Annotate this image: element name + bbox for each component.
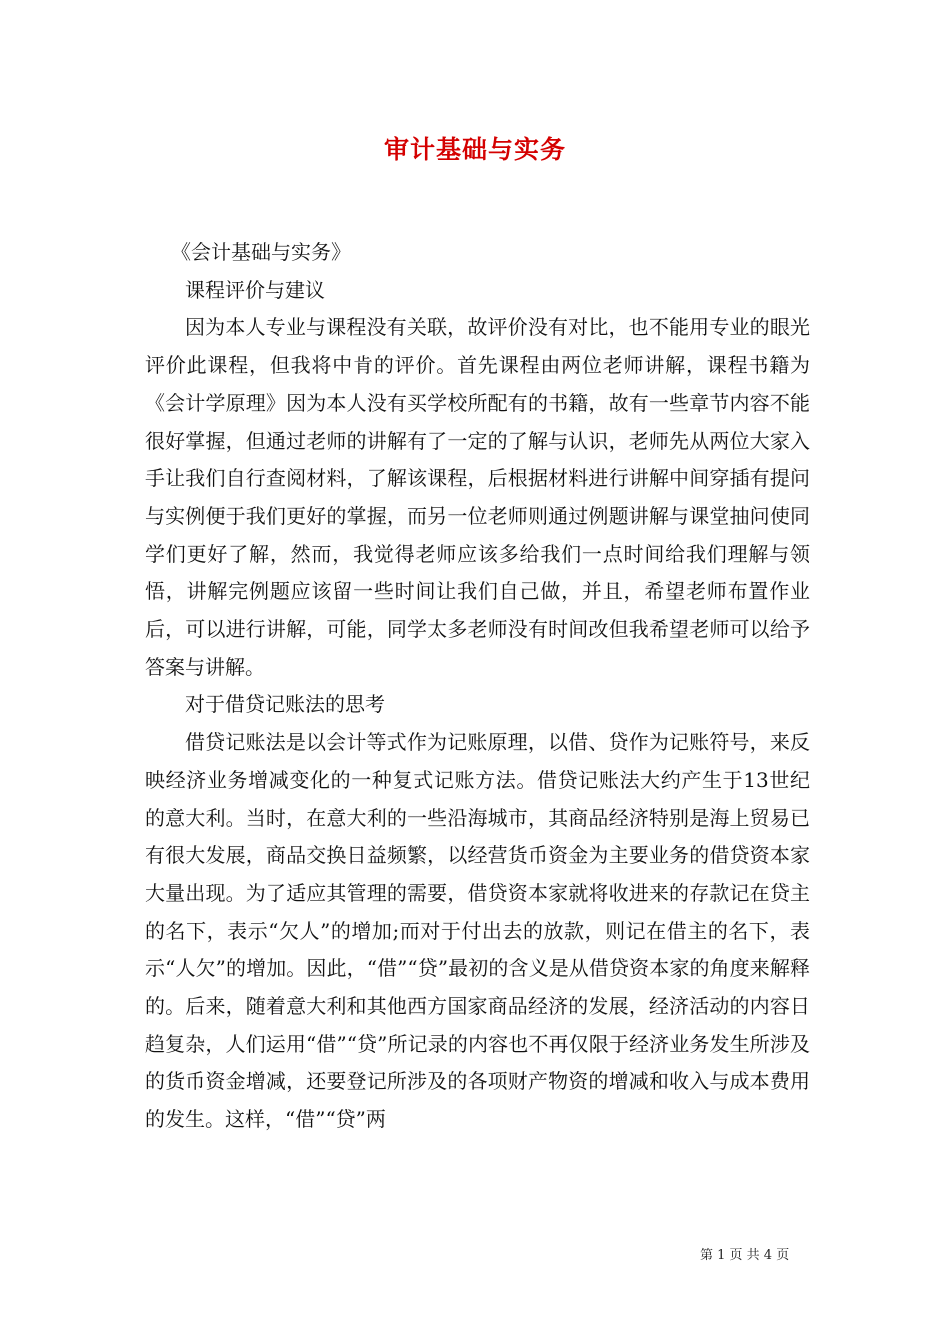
- paragraph-book-title: 《会计基础与实务》: [171, 240, 351, 264]
- page-indicator: 第 1 页 共 4 页: [700, 1248, 790, 1263]
- document-title: 审计基础与实务: [383, 135, 566, 164]
- paragraph-course-review: 因为本人专业与课程没有关联，故评价没有对比，也不能用专业的眼光评价此课程，但我将中肯的评价。首先课程由两位老师讲解，课程书籍为《会计学原理》因为本人没有买学校所配有的书籍，故有一些章节内容不能很好掌握，但通过老师的讲解有了一定的了解与认识，老师先从两位大家入手让我们自行查阅材料，了解该课程，后根据材料进行讲解中间穿插有提问与实例便于我们更好的掌握，而另一位老师则通过例题讲解与课堂抽问使同学们更好了解，然而，我觉得老师应该多给我们一点时间给我们理解与领悟，讲解完例题应该留一些时间让我们自己做，并且，希望老师布置作业后，可以进行讲解，可能，同学太多老师没有时间改但我希望老师可以给予答案与讲解。: [145, 315, 810, 679]
- paragraph-section-heading: 课程评价与建议: [185, 277, 325, 302]
- paragraph-section-heading: 对于借贷记账法的思考: [185, 692, 385, 717]
- document-body: [145, 234, 810, 1139]
- paragraph-debit-credit: 借贷记账法是以会计等式作为记账原理，以借、贷作为记账符号，来反映经济业务增减变化的一种复式记账方法。借贷记账法大约产生于13世纪的意大利。当时，在意大利的一些沿海城市，其商品经济特别是海上贸易已有很大发展，商品交换日益频繁，以经营货币资金为主要业务的借贷资本家大量出现。为了适应其管理的需要，借贷资本家就将收进来的存款记在贷主的名下，表示“欠人”的增加;而对于付出去的放款，则记在借主的名下，表示“人欠”的增加。因此，“借”“贷”最初的含义是从借贷资本家的角度来解释的。后来，随着意大利和其他西方国家商品经济的发展，经济活动的内容日趋复杂，人们运用“借”“贷”所记录的内容也不再仅限于经济业务发生所涉及的货币资金增减，还要登记所涉及的各项财产物资的增减和收入与成本费用的发生。这样，“借”“贷”两: [145, 730, 810, 1132]
